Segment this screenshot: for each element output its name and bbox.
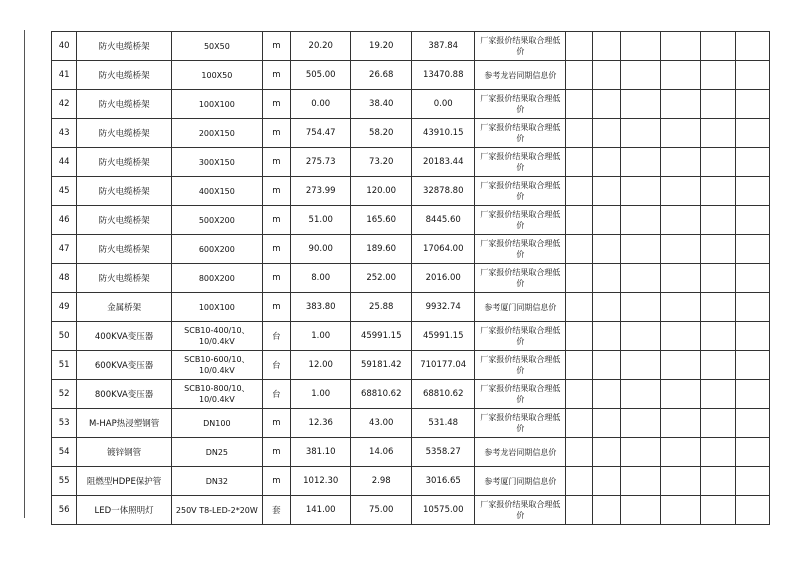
item-name-cell: 600KVA变压器 (77, 351, 172, 380)
price-source-note-cell: 厂家报价结果取合理低价 (475, 206, 566, 235)
unit-price-cell: 252.00 (351, 264, 412, 293)
item-name-cell: 防火电缆桥架 (77, 90, 172, 119)
empty-cell (735, 409, 769, 438)
empty-cell (566, 409, 593, 438)
quantity-cell: 275.73 (290, 148, 351, 177)
item-name-cell: 阻燃型HDPE保护管 (77, 467, 172, 496)
price-source-note-cell: 厂家报价结果取合理低价 (475, 90, 566, 119)
empty-cell (735, 235, 769, 264)
unit-cell: 台 (262, 351, 290, 380)
empty-cell (701, 148, 735, 177)
item-name-cell: 防火电缆桥架 (77, 177, 172, 206)
empty-cell (593, 235, 620, 264)
item-name-cell: 防火电缆桥架 (77, 264, 172, 293)
empty-cell (566, 148, 593, 177)
price-source-note-cell: 参考厦门同期信息价 (475, 293, 566, 322)
spec-cell: DN32 (171, 467, 262, 496)
row-number-cell: 48 (52, 264, 77, 293)
empty-cell (661, 32, 701, 61)
quantity-cell: 273.99 (290, 177, 351, 206)
empty-cell (661, 409, 701, 438)
spec-cell: 50X50 (171, 32, 262, 61)
empty-cell (620, 467, 660, 496)
unit-cell: m (262, 264, 290, 293)
empty-cell (701, 264, 735, 293)
empty-cell (566, 496, 593, 525)
empty-cell (735, 61, 769, 90)
item-name-cell: 防火电缆桥架 (77, 119, 172, 148)
total-price-cell: 0.00 (411, 90, 475, 119)
quantity-cell: 754.47 (290, 119, 351, 148)
empty-cell (661, 61, 701, 90)
empty-cell (735, 380, 769, 409)
unit-price-cell: 73.20 (351, 148, 412, 177)
empty-cell (593, 177, 620, 206)
row-number-cell: 52 (52, 380, 77, 409)
table-row (52, 206, 770, 235)
table-row (52, 148, 770, 177)
unit-price-cell: 43.00 (351, 409, 412, 438)
unit-cell: 台 (262, 380, 290, 409)
unit-price-cell: 75.00 (351, 496, 412, 525)
empty-cell (701, 438, 735, 467)
empty-cell (620, 206, 660, 235)
empty-cell (593, 438, 620, 467)
empty-cell (735, 351, 769, 380)
empty-cell (620, 438, 660, 467)
spec-cell: SCB10-400/10、10/0.4kV (171, 322, 262, 351)
empty-cell (661, 438, 701, 467)
unit-cell: m (262, 235, 290, 264)
empty-cell (620, 61, 660, 90)
quantity-cell: 12.36 (290, 409, 351, 438)
empty-cell (593, 322, 620, 351)
empty-cell (593, 496, 620, 525)
price-source-note-cell: 厂家报价结果取合理低价 (475, 322, 566, 351)
empty-cell (735, 467, 769, 496)
total-price-cell: 13470.88 (411, 61, 475, 90)
empty-cell (661, 351, 701, 380)
row-number-cell: 45 (52, 177, 77, 206)
quantity-cell: 0.00 (290, 90, 351, 119)
empty-cell (735, 264, 769, 293)
row-number-cell: 42 (52, 90, 77, 119)
spec-cell: SCB10-800/10、10/0.4kV (171, 380, 262, 409)
empty-cell (566, 380, 593, 409)
row-number-cell: 43 (52, 119, 77, 148)
unit-price-cell: 25.88 (351, 293, 412, 322)
row-number-cell: 41 (52, 61, 77, 90)
empty-cell (620, 496, 660, 525)
price-source-note-cell: 厂家报价结果取合理低价 (475, 380, 566, 409)
empty-cell (735, 293, 769, 322)
empty-cell (566, 235, 593, 264)
table-row (52, 293, 770, 322)
empty-cell (661, 467, 701, 496)
empty-cell (593, 409, 620, 438)
unit-cell: m (262, 90, 290, 119)
spec-cell: 500X200 (171, 206, 262, 235)
total-price-cell: 3016.65 (411, 467, 475, 496)
unit-price-cell: 26.68 (351, 61, 412, 90)
table-row (52, 177, 770, 206)
item-name-cell: 400KVA变压器 (77, 322, 172, 351)
quantity-cell: 141.00 (290, 496, 351, 525)
quantity-cell: 1.00 (290, 380, 351, 409)
unit-price-cell: 2.98 (351, 467, 412, 496)
item-name-cell: LED一体照明灯 (77, 496, 172, 525)
empty-cell (620, 293, 660, 322)
empty-cell (661, 380, 701, 409)
row-number-cell: 49 (52, 293, 77, 322)
row-number-cell: 51 (52, 351, 77, 380)
empty-cell (620, 119, 660, 148)
spec-cell: 250V T8-LED-2*20W (171, 496, 262, 525)
empty-cell (593, 61, 620, 90)
total-price-cell: 2016.00 (411, 264, 475, 293)
empty-cell (593, 148, 620, 177)
empty-cell (701, 322, 735, 351)
price-source-note-cell: 厂家报价结果取合理低价 (475, 32, 566, 61)
empty-cell (701, 467, 735, 496)
empty-cell (620, 409, 660, 438)
unit-cell: m (262, 177, 290, 206)
quantity-cell: 8.00 (290, 264, 351, 293)
table-row (52, 438, 770, 467)
quantity-cell: 20.20 (290, 32, 351, 61)
empty-cell (566, 90, 593, 119)
price-source-note-cell: 厂家报价结果取合理低价 (475, 148, 566, 177)
empty-cell (566, 351, 593, 380)
price-source-note-cell: 厂家报价结果取合理低价 (475, 496, 566, 525)
empty-cell (735, 496, 769, 525)
row-number-cell: 55 (52, 467, 77, 496)
empty-cell (566, 206, 593, 235)
empty-cell (620, 380, 660, 409)
total-price-cell: 5358.27 (411, 438, 475, 467)
empty-cell (701, 380, 735, 409)
empty-cell (620, 264, 660, 293)
quantity-cell: 381.10 (290, 438, 351, 467)
unit-cell: m (262, 409, 290, 438)
price-source-note-cell: 厂家报价结果取合理低价 (475, 409, 566, 438)
unit-cell: m (262, 467, 290, 496)
empty-cell (566, 32, 593, 61)
empty-cell (620, 32, 660, 61)
table-row (52, 380, 770, 409)
unit-cell: 台 (262, 322, 290, 351)
row-number-cell: 50 (52, 322, 77, 351)
empty-cell (661, 264, 701, 293)
empty-cell (661, 322, 701, 351)
spec-cell: 100X50 (171, 61, 262, 90)
empty-cell (661, 177, 701, 206)
spec-cell: 300X150 (171, 148, 262, 177)
row-number-cell: 53 (52, 409, 77, 438)
spec-cell: SCB10-600/10、10/0.4kV (171, 351, 262, 380)
empty-cell (593, 32, 620, 61)
unit-price-cell: 59181.42 (351, 351, 412, 380)
table-row (52, 119, 770, 148)
empty-cell (701, 496, 735, 525)
total-price-cell: 20183.44 (411, 148, 475, 177)
empty-cell (661, 293, 701, 322)
table-row (52, 32, 770, 61)
empty-cell (701, 177, 735, 206)
quantity-cell: 51.00 (290, 206, 351, 235)
quantity-cell: 1012.30 (290, 467, 351, 496)
empty-cell (735, 148, 769, 177)
empty-cell (661, 119, 701, 148)
price-source-note-cell: 参考龙岩同期信息价 (475, 61, 566, 90)
empty-cell (661, 148, 701, 177)
total-price-cell: 710177.04 (411, 351, 475, 380)
price-source-note-cell: 参考龙岩同期信息价 (475, 438, 566, 467)
empty-cell (735, 90, 769, 119)
price-source-note-cell: 厂家报价结果取合理低价 (475, 177, 566, 206)
total-price-cell: 32878.80 (411, 177, 475, 206)
empty-cell (593, 380, 620, 409)
item-name-cell: 金属桥架 (77, 293, 172, 322)
unit-cell: m (262, 119, 290, 148)
total-price-cell: 17064.00 (411, 235, 475, 264)
table-row (52, 90, 770, 119)
table-row (52, 235, 770, 264)
empty-cell (566, 322, 593, 351)
empty-cell (661, 496, 701, 525)
item-name-cell: 防火电缆桥架 (77, 148, 172, 177)
empty-cell (566, 293, 593, 322)
price-source-note-cell: 厂家报价结果取合理低价 (475, 351, 566, 380)
item-name-cell: 防火电缆桥架 (77, 32, 172, 61)
quantity-cell: 1.00 (290, 322, 351, 351)
unit-price-cell: 165.60 (351, 206, 412, 235)
unit-cell: m (262, 438, 290, 467)
empty-cell (661, 235, 701, 264)
row-number-cell: 40 (52, 32, 77, 61)
empty-cell (620, 351, 660, 380)
empty-cell (701, 32, 735, 61)
empty-cell (593, 90, 620, 119)
empty-cell (566, 438, 593, 467)
price-source-note-cell: 厂家报价结果取合理低价 (475, 119, 566, 148)
row-number-cell: 56 (52, 496, 77, 525)
unit-price-cell: 19.20 (351, 32, 412, 61)
spec-cell: 200X150 (171, 119, 262, 148)
table-row (52, 467, 770, 496)
empty-cell (735, 32, 769, 61)
item-name-cell: 防火电缆桥架 (77, 235, 172, 264)
total-price-cell: 387.84 (411, 32, 475, 61)
empty-cell (735, 177, 769, 206)
unit-price-cell: 14.06 (351, 438, 412, 467)
quantity-cell: 90.00 (290, 235, 351, 264)
item-name-cell: 800KVA变压器 (77, 380, 172, 409)
empty-cell (620, 148, 660, 177)
empty-cell (620, 177, 660, 206)
unit-cell: m (262, 206, 290, 235)
item-name-cell: 镀锌钢管 (77, 438, 172, 467)
empty-cell (701, 206, 735, 235)
unit-cell: 套 (262, 496, 290, 525)
empty-cell (735, 206, 769, 235)
empty-cell (593, 119, 620, 148)
table-row (52, 351, 770, 380)
unit-cell: m (262, 32, 290, 61)
empty-cell (620, 235, 660, 264)
total-price-cell: 9932.74 (411, 293, 475, 322)
empty-cell (735, 438, 769, 467)
spec-cell: 800X200 (171, 264, 262, 293)
empty-cell (593, 351, 620, 380)
empty-cell (566, 264, 593, 293)
item-name-cell: 防火电缆桥架 (77, 206, 172, 235)
item-name-cell: 防火电缆桥架 (77, 61, 172, 90)
empty-cell (701, 61, 735, 90)
row-number-cell: 46 (52, 206, 77, 235)
spec-cell: DN100 (171, 409, 262, 438)
empty-cell (566, 119, 593, 148)
price-source-note-cell: 厂家报价结果取合理低价 (475, 264, 566, 293)
table-row (52, 496, 770, 525)
empty-cell (566, 61, 593, 90)
spec-cell: 100X100 (171, 293, 262, 322)
table-row (52, 322, 770, 351)
empty-cell (701, 119, 735, 148)
item-name-cell: M-HAP热浸塑钢管 (77, 409, 172, 438)
unit-price-cell: 58.20 (351, 119, 412, 148)
empty-cell (661, 206, 701, 235)
empty-cell (566, 467, 593, 496)
unit-price-cell: 38.40 (351, 90, 412, 119)
total-price-cell: 43910.15 (411, 119, 475, 148)
empty-cell (701, 90, 735, 119)
empty-cell (701, 235, 735, 264)
total-price-cell: 531.48 (411, 409, 475, 438)
empty-cell (735, 119, 769, 148)
left-margin-line (24, 30, 25, 518)
spec-cell: DN25 (171, 438, 262, 467)
empty-cell (701, 409, 735, 438)
unit-cell: m (262, 148, 290, 177)
total-price-cell: 8445.60 (411, 206, 475, 235)
row-number-cell: 44 (52, 148, 77, 177)
quantity-cell: 505.00 (290, 61, 351, 90)
price-source-note-cell: 参考厦门同期信息价 (475, 467, 566, 496)
price-table (51, 31, 770, 525)
empty-cell (735, 322, 769, 351)
unit-cell: m (262, 293, 290, 322)
row-number-cell: 54 (52, 438, 77, 467)
table-body (52, 32, 770, 525)
total-price-cell: 68810.62 (411, 380, 475, 409)
unit-price-cell: 189.60 (351, 235, 412, 264)
spec-cell: 100X100 (171, 90, 262, 119)
quantity-cell: 383.80 (290, 293, 351, 322)
empty-cell (701, 293, 735, 322)
spec-cell: 400X150 (171, 177, 262, 206)
empty-cell (593, 264, 620, 293)
spec-cell: 600X200 (171, 235, 262, 264)
unit-price-cell: 45991.15 (351, 322, 412, 351)
unit-price-cell: 68810.62 (351, 380, 412, 409)
empty-cell (620, 90, 660, 119)
empty-cell (566, 177, 593, 206)
table-row (52, 409, 770, 438)
quantity-cell: 12.00 (290, 351, 351, 380)
unit-cell: m (262, 61, 290, 90)
empty-cell (593, 293, 620, 322)
row-number-cell: 47 (52, 235, 77, 264)
empty-cell (620, 322, 660, 351)
total-price-cell: 45991.15 (411, 322, 475, 351)
price-source-note-cell: 厂家报价结果取合理低价 (475, 235, 566, 264)
table-row (52, 61, 770, 90)
unit-price-cell: 120.00 (351, 177, 412, 206)
empty-cell (701, 351, 735, 380)
empty-cell (661, 90, 701, 119)
total-price-cell: 10575.00 (411, 496, 475, 525)
empty-cell (593, 467, 620, 496)
empty-cell (593, 206, 620, 235)
table-row (52, 264, 770, 293)
